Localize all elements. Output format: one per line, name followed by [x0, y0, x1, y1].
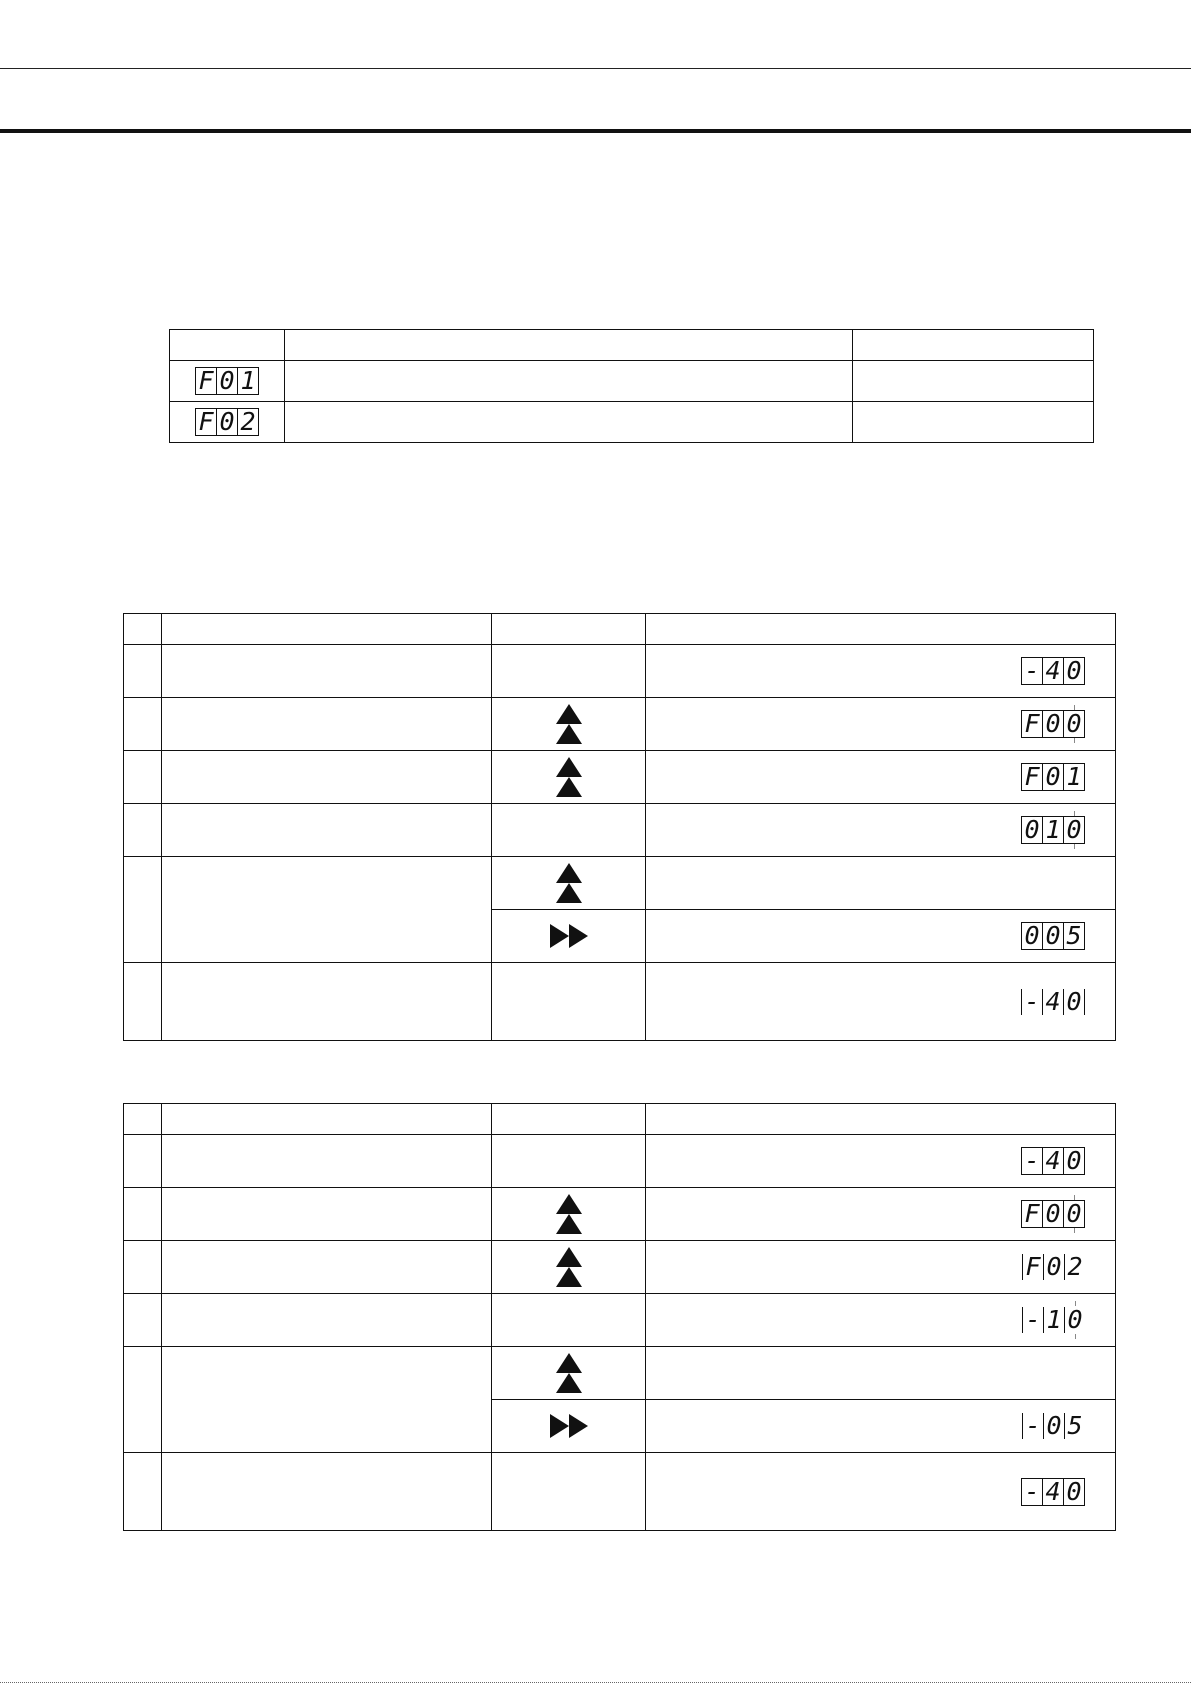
header-cell-setting: [853, 330, 1094, 361]
operation-cell: [162, 1294, 492, 1347]
operation-cell: [162, 1241, 492, 1294]
segment-digit: 0: [1063, 1148, 1084, 1174]
step-cell: [124, 1241, 162, 1294]
segment-digit: 0: [1063, 658, 1084, 684]
segment-display: [1021, 710, 1085, 738]
segment-display: [1022, 1307, 1085, 1333]
key-cell: [492, 910, 646, 963]
segment-digit: F: [1024, 709, 1040, 738]
segment-digit: F: [198, 366, 214, 395]
operation-cell: [162, 963, 492, 1041]
segment-digit: 0: [1043, 1254, 1064, 1280]
header-rule-thin: [0, 68, 1191, 69]
segment-display: [1021, 1478, 1085, 1506]
step-cell: [124, 1188, 162, 1241]
code-cell: [170, 402, 285, 443]
table-row: [124, 751, 1116, 804]
footer-rule-dotted: [0, 1682, 1191, 1683]
segment-digit: 0: [1043, 1413, 1064, 1439]
segment-digit-blinking: 0: [1063, 711, 1084, 737]
segment-digit: 0: [1042, 1201, 1063, 1227]
display-cell: [646, 963, 1116, 1041]
segment-digit: -: [1025, 1411, 1041, 1440]
segment-digit: 4: [1042, 658, 1063, 684]
fast-forward-icon: [549, 923, 589, 949]
segment-digit: 0: [1042, 764, 1063, 790]
segment-digit: F: [1024, 1199, 1040, 1228]
table-row: [124, 857, 1116, 910]
step-cell: [124, 1347, 162, 1453]
table-header-row: [170, 330, 1094, 361]
header-rule-thick: [0, 129, 1191, 133]
code-cell: [170, 361, 285, 402]
step-cell: [124, 751, 162, 804]
segment-digit-blinking: 0: [1063, 817, 1084, 843]
display-cell: [646, 645, 1116, 698]
step-cell: [124, 857, 162, 963]
table-row: [124, 1347, 1116, 1400]
segment-digit: 0: [216, 368, 237, 394]
key-cell: [492, 1400, 646, 1453]
segment-digit: -: [1025, 1305, 1041, 1334]
key-cell: [492, 804, 646, 857]
table-row: [124, 645, 1116, 698]
header-cell-display: [646, 614, 1116, 645]
table-header-row: [124, 1104, 1116, 1135]
key-cell: [492, 1347, 646, 1400]
segment-digit: 0: [1042, 711, 1063, 737]
operation-cell: [162, 751, 492, 804]
segment-digit: 0: [216, 409, 237, 435]
display-cell: [646, 804, 1116, 857]
segment-digit: 0: [1063, 1479, 1084, 1505]
segment-digit: F: [198, 407, 214, 436]
header-cell-step: [124, 614, 162, 645]
operation-cell: [162, 1453, 492, 1531]
header-cell-key: [492, 614, 646, 645]
segment-display: [1022, 1254, 1085, 1280]
display-cell: [646, 857, 1116, 910]
segment-digit: 1: [1043, 1307, 1064, 1333]
up-double-arrow-icon: [555, 1193, 583, 1235]
key-cell: [492, 1241, 646, 1294]
up-double-arrow-icon: [555, 1246, 583, 1288]
segment-digit: 2: [1064, 1254, 1085, 1280]
step-cell: [124, 645, 162, 698]
setting-cell: [853, 361, 1094, 402]
key-cell: [492, 698, 646, 751]
segment-display: [1021, 1147, 1085, 1175]
table-row: [124, 1135, 1116, 1188]
table-row: [124, 698, 1116, 751]
segment-display: [1021, 1200, 1085, 1228]
display-cell: [646, 1400, 1116, 1453]
header-cell-operation: [162, 1104, 492, 1135]
display-cell: [646, 1347, 1116, 1400]
procedure-table-1: [123, 613, 1116, 1041]
segment-digit: -: [1024, 986, 1040, 1016]
segment-digit: 4: [1042, 1148, 1063, 1174]
step-cell: [124, 804, 162, 857]
display-cell: [646, 1453, 1116, 1531]
segment-digit: -: [1024, 1146, 1040, 1175]
display-cell: [646, 910, 1116, 963]
segment-display: [195, 408, 259, 436]
step-cell: [124, 1135, 162, 1188]
header-cell-code: [170, 330, 285, 361]
step-cell: [124, 1453, 162, 1531]
segment-display: [1021, 763, 1085, 791]
key-cell: [492, 1453, 646, 1531]
segment-display: [1021, 922, 1085, 950]
segment-display: [195, 367, 259, 395]
up-double-arrow-icon: [555, 756, 583, 798]
segment-digit: 0: [1024, 815, 1040, 844]
table-row: [124, 963, 1116, 1041]
segment-digit: 0: [1024, 921, 1040, 950]
operation-cell: [162, 857, 492, 963]
display-cell: [646, 698, 1116, 751]
step-cell: [124, 698, 162, 751]
display-cell: [646, 1241, 1116, 1294]
table-row: [124, 1294, 1116, 1347]
segment-display: [1021, 816, 1085, 844]
key-cell: [492, 857, 646, 910]
segment-digit: -: [1024, 1476, 1040, 1506]
segment-digit: 0: [1042, 923, 1063, 949]
description-cell: [285, 361, 853, 402]
table-row: [170, 402, 1094, 443]
segment-digit: 1: [1063, 764, 1084, 790]
key-cell: [492, 1135, 646, 1188]
display-cell: [646, 1294, 1116, 1347]
key-cell: [492, 1188, 646, 1241]
table-row: [124, 1241, 1116, 1294]
display-cell: [646, 1188, 1116, 1241]
up-double-arrow-icon: [555, 703, 583, 745]
segment-display: [1021, 657, 1085, 685]
header-cell-operation: [162, 614, 492, 645]
segment-digit: 4: [1042, 1479, 1063, 1505]
segment-digit: 1: [1042, 817, 1063, 843]
operation-cell: [162, 645, 492, 698]
header-cell-description: [285, 330, 853, 361]
segment-digit: 2: [237, 409, 258, 435]
display-cell: [646, 1135, 1116, 1188]
table-header-row: [124, 614, 1116, 645]
operation-cell: [162, 1347, 492, 1453]
up-double-arrow-icon: [555, 1352, 583, 1394]
segment-digit: 5: [1063, 923, 1084, 949]
segment-digit: 4: [1042, 989, 1063, 1015]
segment-digit: 1: [237, 368, 258, 394]
step-cell: [124, 963, 162, 1041]
description-cell: [285, 402, 853, 443]
function-code-table: [169, 329, 1094, 443]
procedure-table-2: [123, 1103, 1116, 1531]
table-row: [124, 804, 1116, 857]
table-row: [170, 361, 1094, 402]
display-cell: [646, 751, 1116, 804]
header-cell-display: [646, 1104, 1116, 1135]
key-cell: [492, 645, 646, 698]
operation-cell: [162, 804, 492, 857]
segment-digit-blinking: 0: [1064, 1307, 1085, 1333]
segment-digit: -: [1024, 656, 1040, 685]
up-double-arrow-icon: [555, 862, 583, 904]
fast-forward-icon: [549, 1413, 589, 1439]
operation-cell: [162, 1188, 492, 1241]
segment-digit: F: [1024, 762, 1040, 791]
segment-digit: 5: [1064, 1413, 1085, 1439]
segment-digit: 0: [1063, 989, 1084, 1015]
key-cell: [492, 751, 646, 804]
setting-cell: [853, 402, 1094, 443]
header-cell-step: [124, 1104, 162, 1135]
segment-digit-blinking: 0: [1063, 1201, 1084, 1227]
segment-digit: F: [1025, 1252, 1041, 1281]
operation-cell: [162, 698, 492, 751]
segment-display: [1022, 1413, 1085, 1439]
header-cell-key: [492, 1104, 646, 1135]
segment-display: [1021, 986, 1085, 1016]
operation-cell: [162, 1135, 492, 1188]
key-cell: [492, 963, 646, 1041]
step-cell: [124, 1294, 162, 1347]
key-cell: [492, 1294, 646, 1347]
table-row: [124, 1188, 1116, 1241]
table-row: [124, 1453, 1116, 1531]
